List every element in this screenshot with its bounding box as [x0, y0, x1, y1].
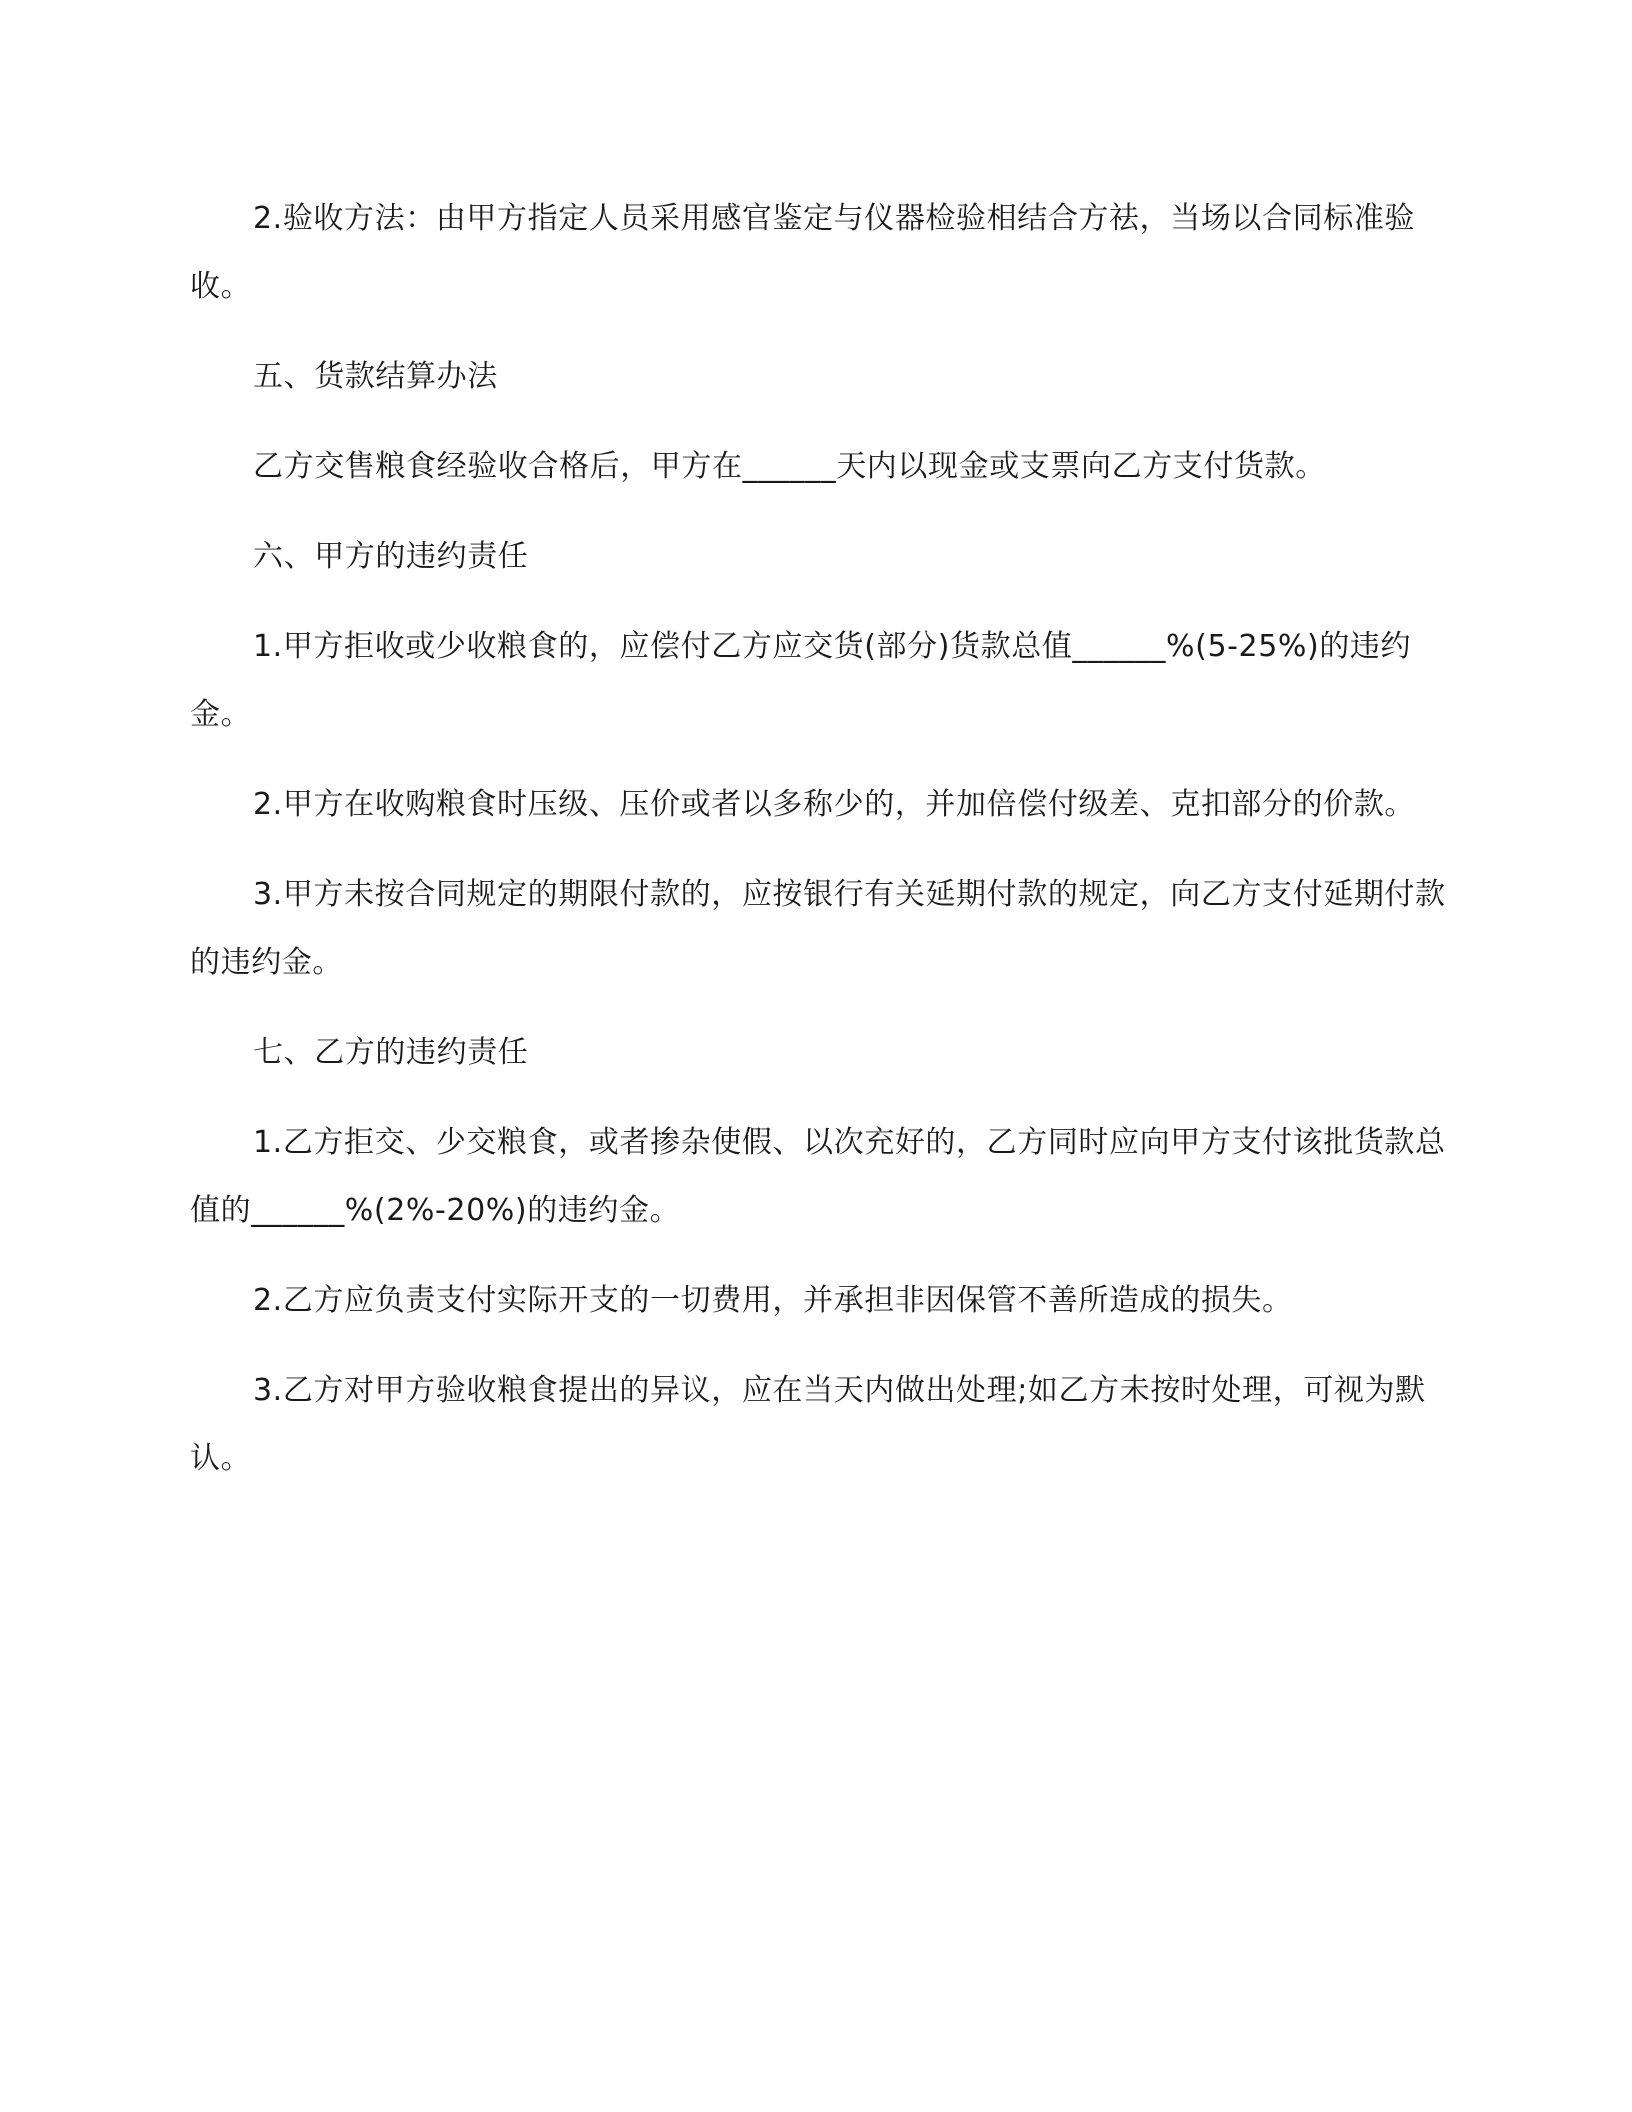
- clause-party-a-1: 1.甲方拒收或少收粮食的，应偿付乙方应交货(部分)货款总值______%(5-25%)的违约金。: [190, 629, 1412, 732]
- clause-party-a-2: 2.甲方在收购粮食时压级、压价或者以多称少的，并加倍偿付级差、克扣部分的价款。: [253, 787, 1416, 822]
- clause-party-b-3: 3.乙方对甲方验收粮食提出的异议，应在当天内做出处理;如乙方未按时处理，可视为默认。: [190, 1373, 1426, 1476]
- clause-party-a-3: 3.甲方未按合同规定的期限付款的，应按银行有关延期付款的规定，向乙方支付延期付款的违约金。: [190, 877, 1446, 980]
- document-body: [190, 185, 1452, 1515]
- clause-party-b-2: 2.乙方应负责支付实际开支的一切费用，并承担非因保管不善所造成的损失。: [253, 1283, 1293, 1318]
- section-heading-payment: 五、货款结算办法: [253, 359, 498, 394]
- clause-acceptance-method: 2.验收方法：由甲方指定人员采用感官鉴定与仪器检验相结合方祛，当场以合同标准验收。: [190, 201, 1416, 304]
- section-heading-party-b-liability: 七、乙方的违约责任: [253, 1035, 529, 1070]
- clause-payment-terms: 乙方交售粮食经验收合格后，甲方在______天内以现金或支票向乙方支付货款。: [253, 449, 1326, 484]
- clause-party-b-1: 1.乙方拒交、少交粮食，或者掺杂使假、以次充好的，乙方同时应向甲方支付该批货款总值的______%(2%-20%)的违约金。: [190, 1125, 1446, 1228]
- section-heading-party-a-liability: 六、甲方的违约责任: [253, 539, 529, 574]
